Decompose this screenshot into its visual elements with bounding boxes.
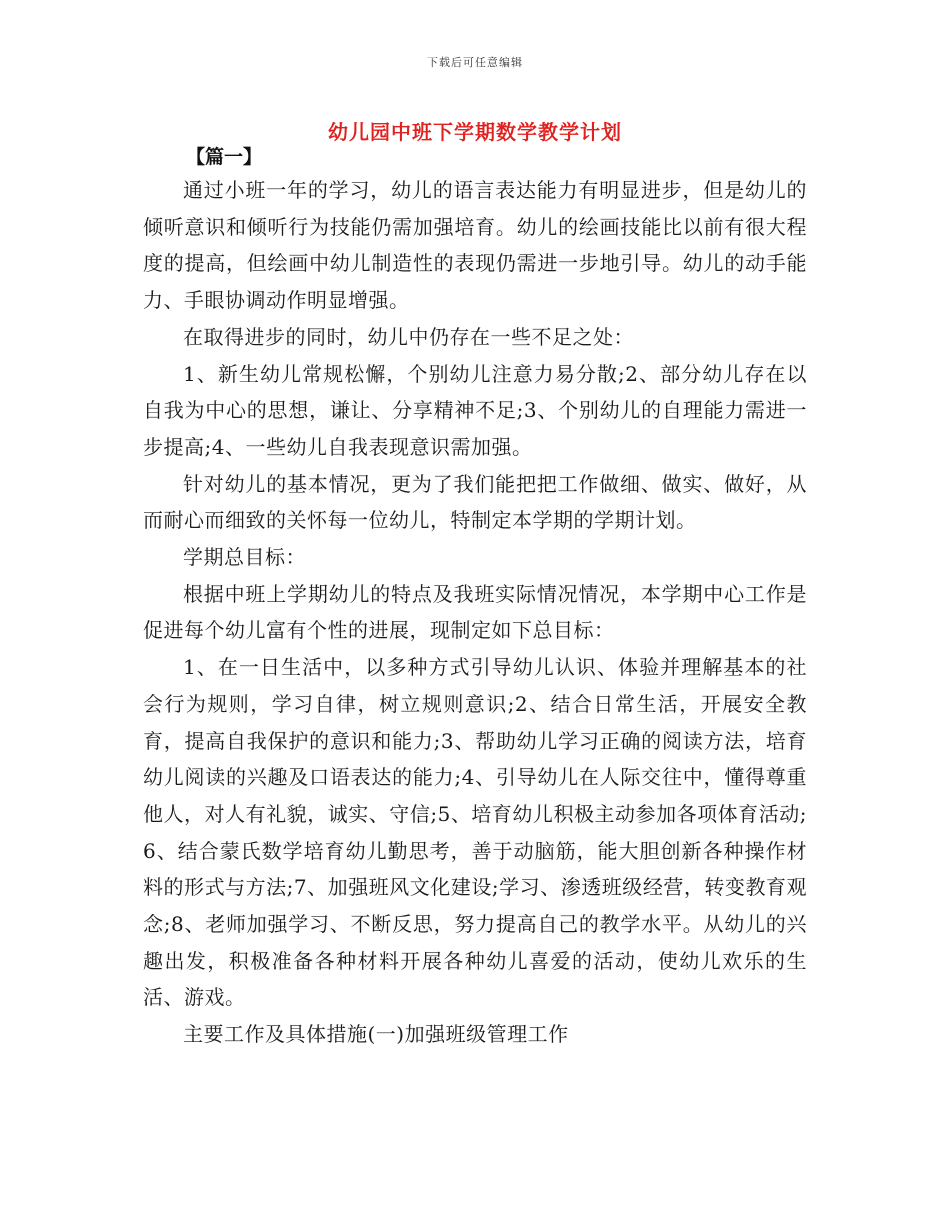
paragraph-7: 1、在一日生活中，以多种方式引导幼儿认识、体验并理解基本的社会行为规则，学习自律，树立规则意识;2、结合日常生活，开展安全教育，提高自我保护的意识和能力;3、帮助幼儿学习正确的阅读方法，培育幼儿阅读的兴趣及口语表达的能力;4、引导幼儿在人际交往中，懂得尊重他人，对人有礼貌，诚实、守信;5、培育幼儿积极主动参加各项体育活动;6、结合蒙氏数学培育幼儿勤思考，善于动脑筋，能大胆创新各种操作材料的形式与方法;7、加强班风文化建设;学习、渗透班级经营，转变教育观念;8、老师加强学习、不断反思，努力提高自己的教学水平。从幼儿的兴趣出发，积极准备各种材料开展各种幼儿喜爱的活动，使幼儿欢乐的生活、游戏。 bbox=[143, 655, 807, 1010]
paragraph-4: 针对幼儿的基本情况，更为了我们能把把工作做细、做实、做好，从而耐心而细致的关怀每一位幼儿，特制定本学期的学期计划。 bbox=[143, 471, 807, 533]
paragraph-3: 1、新生幼儿常规松懈，个别幼儿注意力易分散;2、部分幼儿存在以自我为中心的思想，谦让、分享精神不足;3、个别幼儿的自理能力需进一步提高;4、一些幼儿自我表现意识需加强。 bbox=[143, 361, 807, 459]
document-body bbox=[143, 172, 807, 1053]
paragraph-5: 学期总目标： bbox=[183, 545, 306, 570]
paragraph-8: 主要工作及具体措施(一)加强班级管理工作 bbox=[183, 1022, 569, 1047]
paragraph-1: 通过小班一年的学习，幼儿的语言表达能力有明显进步，但是幼儿的倾听意识和倾听行为技能仍需加强培育。幼儿的绘画技能比以前有很大程度的提高，但绘画中幼儿制造性的表现仍需进一步地引导。幼儿的动手能力、手眼协调动作明显增强。 bbox=[143, 178, 807, 313]
paragraph-2: 在取得进步的同时，幼儿中仍存在一些不足之处： bbox=[183, 324, 634, 349]
page-title: 幼儿园中班下学期数学教学计划 bbox=[328, 120, 622, 144]
section-label: 【篇一】 bbox=[186, 146, 263, 168]
header-note: 下载后可任意编辑 bbox=[427, 56, 523, 69]
paragraph-6: 根据中班上学期幼儿的特点及我班实际情况情况，本学期中心工作是促进每个幼儿富有个性的进展，现制定如下总目标： bbox=[143, 581, 807, 643]
